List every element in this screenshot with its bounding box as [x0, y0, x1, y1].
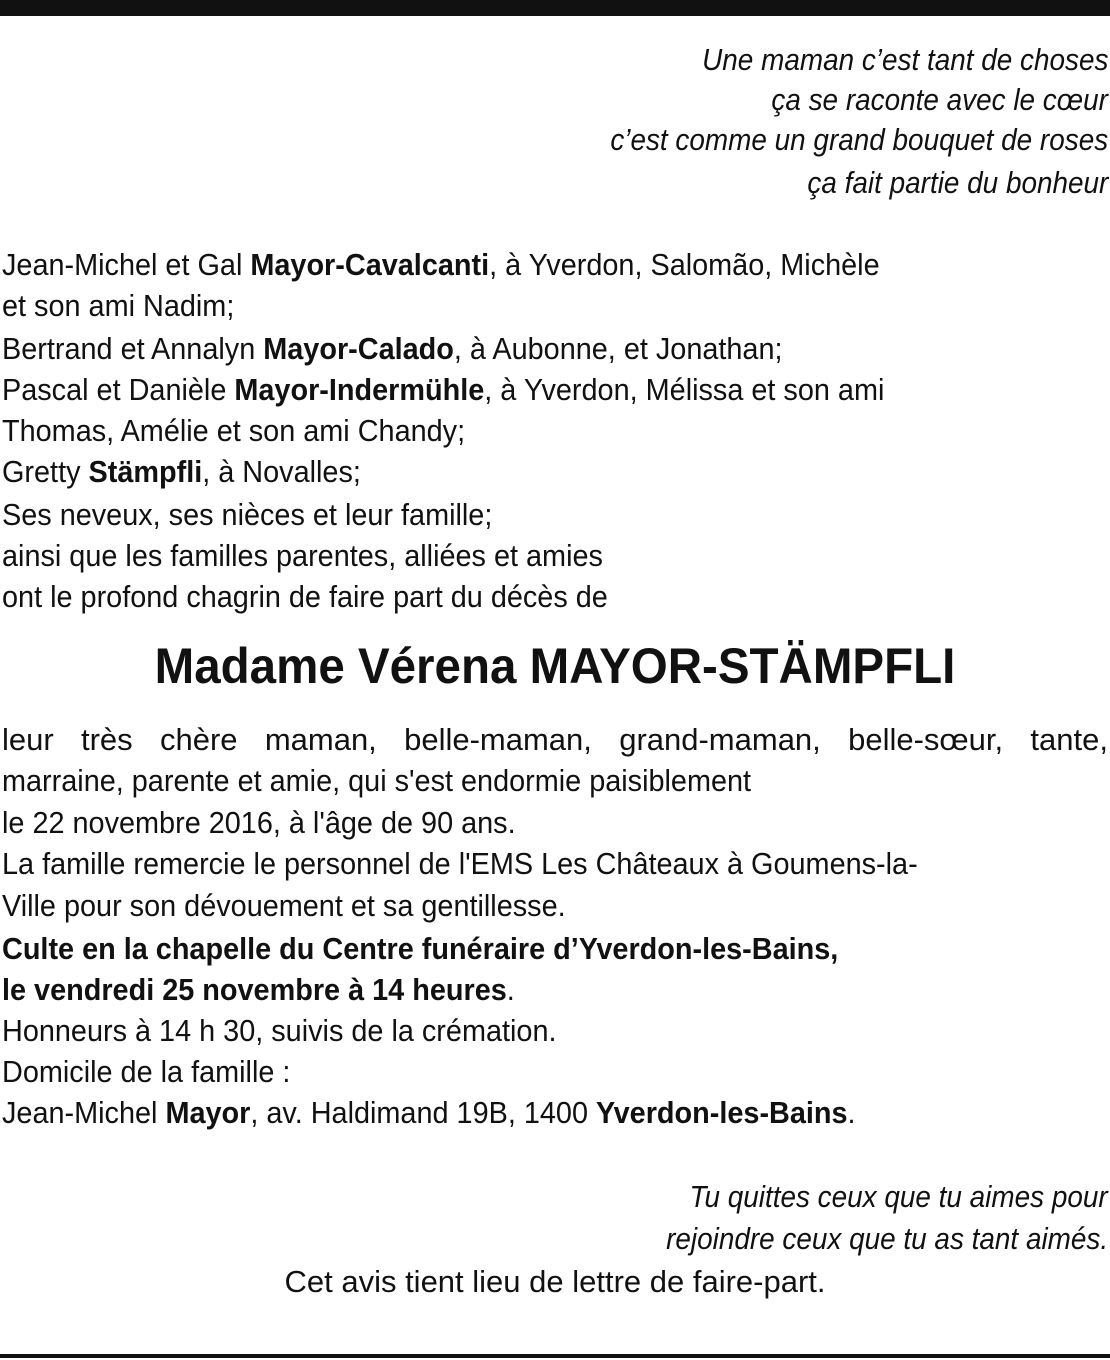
body-line	[2, 886, 566, 926]
deceased-name-heading: Madame Vérena MAYOR-STÄMPFLI	[154, 638, 956, 694]
family-line	[2, 452, 361, 492]
body-line	[2, 761, 751, 801]
body-line	[2, 1093, 856, 1133]
text-segment: Ville pour son dévouement et sa gentillesse.	[2, 888, 566, 923]
text-segment: et son ami Nadim;	[2, 288, 235, 323]
bold-name: Mayor-Calado	[263, 331, 454, 366]
text-segment: ainsi que les familles parentes, alliées et amies	[2, 538, 603, 573]
family-line	[2, 245, 880, 285]
bottom-border	[0, 1354, 1110, 1358]
bold-name: le vendredi 25 novembre à 14 heures	[2, 972, 507, 1007]
text-segment: , à Yverdon, Salomão, Michèle	[489, 247, 880, 282]
family-line	[2, 495, 492, 535]
text-segment: Honneurs à 14 h 30, suivis de la crémation.	[2, 1013, 557, 1048]
family-line	[2, 577, 608, 617]
bold-name: Mayor-Cavalcanti	[250, 247, 490, 282]
text-segment: leur très chère maman, belle-maman, grand-maman, belle-sœur, tante,	[2, 722, 1108, 757]
poem-line: Tu quittes ceux que tu aimes pour	[689, 1179, 1108, 1214]
poem-line: ça fait partie du bonheur	[807, 165, 1108, 200]
body-line	[2, 803, 516, 843]
bold-name: Stämpfli	[88, 454, 203, 489]
text-segment: , à Novalles;	[202, 454, 361, 489]
top-border	[0, 0, 1110, 16]
bold-name: Yverdon-les-Bains	[596, 1095, 848, 1130]
text-segment: ont le profond chagrin de faire part du décès de	[2, 579, 608, 614]
poem-line: Une maman c’est tant de choses	[701, 42, 1108, 77]
text-segment: Bertrand et Annalyn	[2, 331, 264, 366]
body-line	[2, 1011, 556, 1051]
text-segment: , à Yverdon, Mélissa et son ami	[484, 372, 885, 407]
text-segment: Gretty	[2, 454, 89, 489]
text-segment: , à Aubonne, et Jonathan;	[453, 331, 783, 366]
text-segment: .	[847, 1095, 856, 1130]
bold-name: Culte en la chapelle du Centre funéraire d’Yverdon-les-Bains,	[2, 931, 839, 966]
closing-note: Cet avis tient lieu de lettre de faire-part.	[284, 1264, 826, 1299]
text-segment: Jean-Michel et Gal	[2, 247, 251, 282]
bold-name: Mayor	[165, 1095, 251, 1130]
text-segment: Jean-Michel	[2, 1095, 166, 1130]
text-segment: La famille remercie le personnel de l'EMS Les Châteaux à Goumens-la-	[2, 846, 918, 881]
text-segment: Thomas, Amélie et son ami Chandy;	[2, 413, 466, 448]
family-line	[2, 536, 603, 576]
family-line	[2, 329, 783, 369]
poem-line: c’est comme un grand bouquet de roses	[610, 122, 1108, 157]
body-line	[2, 1052, 290, 1092]
body-line	[2, 970, 515, 1010]
text-segment: marraine, parente et amie, qui s'est endormie paisiblement	[2, 763, 752, 798]
family-line	[2, 286, 234, 326]
text-segment: Domicile de la famille :	[2, 1054, 291, 1089]
text-segment: Pascal et Danièle	[2, 372, 235, 407]
text-segment: le 22 novembre 2016, à l'âge de 90 ans.	[2, 805, 516, 840]
poem-line: ça se raconte avec le cœur	[771, 82, 1108, 117]
family-line	[2, 411, 465, 451]
text-segment: .	[506, 972, 515, 1007]
poem-line: rejoindre ceux que tu as tant aimés.	[665, 1221, 1108, 1256]
bold-name: Mayor-Indermühle	[234, 372, 485, 407]
body-line	[2, 929, 838, 969]
body-line	[2, 720, 1108, 760]
text-segment: , av. Haldimand 19B, 1400	[250, 1095, 597, 1130]
family-line	[2, 370, 884, 410]
text-segment: Ses neveux, ses nièces et leur famille;	[2, 497, 493, 532]
body-line	[2, 844, 918, 884]
